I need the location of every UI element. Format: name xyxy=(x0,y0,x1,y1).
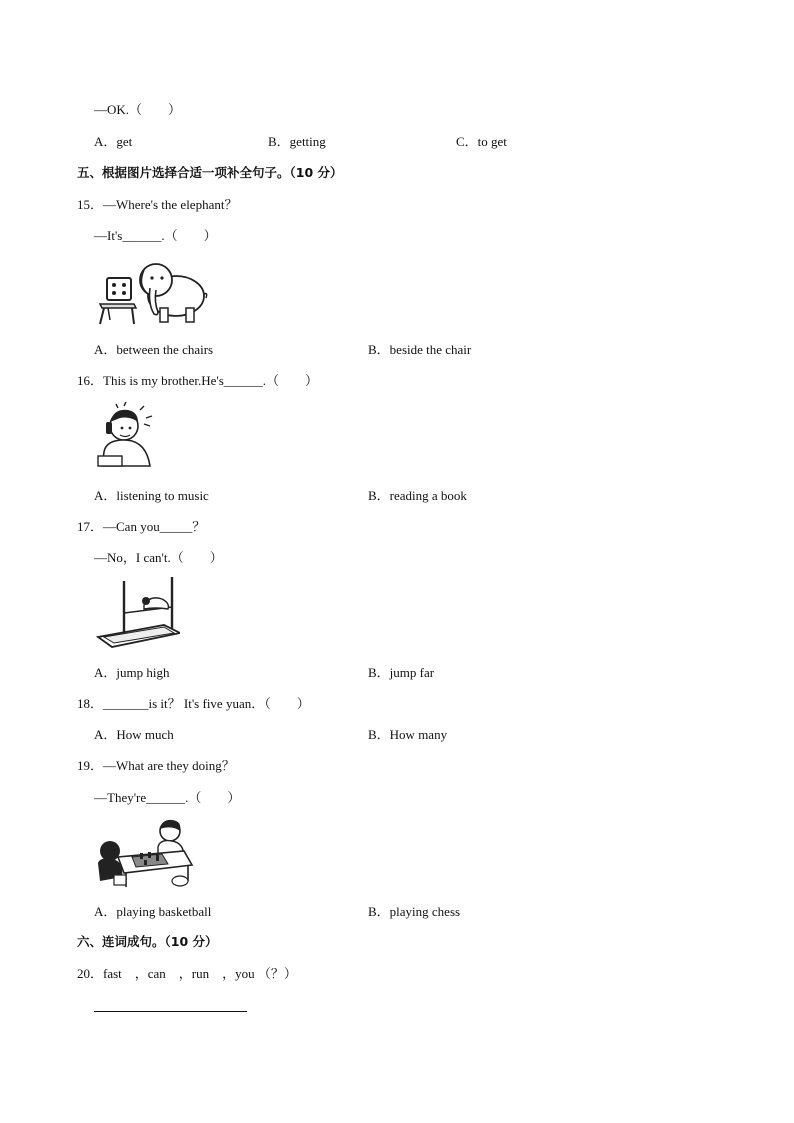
kids-playing-chess-illustration xyxy=(96,817,196,889)
q14-option-b[interactable]: B．getting xyxy=(268,134,326,149)
high-jump-bar-illustration xyxy=(94,577,180,651)
q14-option-c[interactable]: C．to get xyxy=(456,134,507,149)
q17-answer-line: —No，I can't.（ ） xyxy=(94,550,223,565)
q17-question: 17．—Can you_____？ xyxy=(77,519,206,534)
section-5-heading: 五、根据图片选择合适一项补全句子。（10 分） xyxy=(77,165,343,180)
q16-question: 16．This is my brother.He's______.（ ） xyxy=(77,373,319,388)
q20-question: 20．fast ，can ，run ，you （？） xyxy=(77,966,297,981)
q15-option-a[interactable]: A．between the chairs xyxy=(94,342,214,357)
q18-option-b[interactable]: B．How many xyxy=(368,727,448,742)
q14-option-a[interactable]: A．get xyxy=(94,134,133,149)
boy-listening-headphones-illustration xyxy=(94,402,156,472)
q18-question: 18．_______is it？ It's five yuan．（ ） xyxy=(77,696,310,711)
q19-question: 19．—What are they doing？ xyxy=(77,758,235,773)
elephant-beside-chair-illustration xyxy=(94,258,208,328)
q16-option-a[interactable]: A．listening to music xyxy=(94,488,209,503)
q20-answer-blank[interactable] xyxy=(94,1011,247,1012)
q15-option-b[interactable]: B．beside the chair xyxy=(368,342,472,357)
q19-option-b[interactable]: B．playing chess xyxy=(368,904,461,919)
q19-answer-line: —They're______.（ ） xyxy=(94,790,241,805)
q15-answer-line: —It's______.（ ） xyxy=(94,228,217,243)
section-6-heading: 六、连词成句。（10 分） xyxy=(77,934,218,949)
q17-option-a[interactable]: A．jump high xyxy=(94,665,170,680)
q14-dialog-line: —OK.（ ） xyxy=(94,102,182,117)
q16-option-b[interactable]: B．reading a book xyxy=(368,488,467,503)
q18-option-a[interactable]: A．How much xyxy=(94,727,174,742)
q17-option-b[interactable]: B．jump far xyxy=(368,665,435,680)
q15-question: 15．—Where's the elephant？ xyxy=(77,197,238,212)
q19-option-a[interactable]: A．playing basketball xyxy=(94,904,212,919)
